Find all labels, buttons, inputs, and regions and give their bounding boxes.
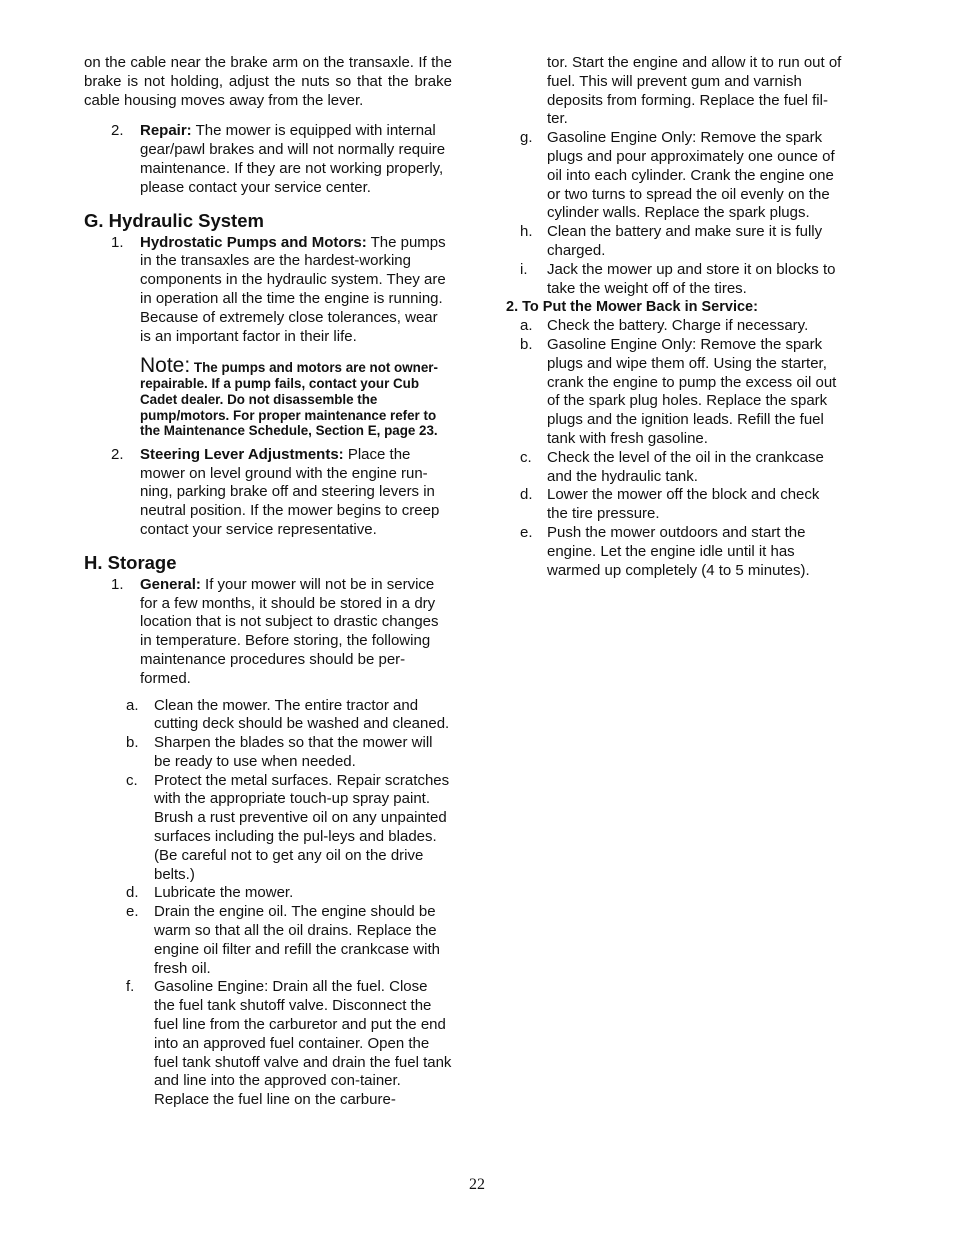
list-letter: g.	[520, 129, 533, 147]
list-letter: a.	[520, 317, 533, 335]
list-item-text: Lubricate the mower.	[154, 884, 294, 902]
list-letter: f.	[126, 978, 135, 996]
storage-general-term: General:	[140, 575, 201, 593]
list-item-text: Drain the engine oil. The engine should be warm so that all the oil drains. Replace the engine oil filter and refill the crankcase with fresh oil.	[154, 903, 440, 977]
list-item	[506, 317, 844, 336]
list-item-text: Push the mower outdoors and start the engine. Let the engine idle until it has warmed up completely (4 to 5 minutes).	[547, 523, 810, 579]
hydrostatic-pumps-term: Hydrostatic Pumps and Motors:	[140, 233, 367, 251]
list-item	[84, 772, 452, 885]
repair-description: The mower is equipped with internal gear/pawl brakes and will not normally require maintenance. If they are not working properly, please contact your service center.	[140, 122, 446, 196]
list-letter: h.	[520, 223, 533, 241]
repair-item	[84, 122, 452, 197]
list-number: 1.	[111, 233, 124, 251]
steering-lever-term: Steering Lever Adjustments:	[140, 445, 344, 463]
note-text	[140, 356, 452, 438]
hydrostatic-pumps-item	[84, 234, 452, 347]
list-item-text: Check the level of the oil in the crankcase and the hydraulic tank.	[547, 448, 824, 485]
list-item-text: Sharpen the blades so that the mower will be ready to use when needed.	[154, 734, 433, 770]
storage-general-item	[84, 576, 452, 689]
list-letter: d.	[126, 884, 139, 902]
list-item	[84, 734, 452, 772]
list-item-text: Gasoline Engine Only: Remove the spark plugs and wipe them off. Using the starter, crank the engine to pump the excess oil out of the spark plug holes. Replace the spark plugs and the ignition leads. Refill the fuel tank with fresh gasoline.	[547, 335, 837, 447]
back-in-service-heading: 2. To Put the Mower Back in Service:	[506, 299, 758, 316]
list-letter: b.	[520, 335, 533, 353]
list-letter: c.	[520, 448, 532, 466]
right-column	[506, 54, 844, 580]
list-letter: e.	[520, 523, 533, 541]
continued-step-text: tor. Start the engine and allow it to run out of fuel. This will prevent gum and varnish deposits from forming. Replace the fuel fil-ter.	[547, 54, 842, 128]
list-item	[84, 903, 452, 978]
list-letter: c.	[126, 771, 138, 789]
steering-lever-text	[140, 446, 452, 540]
list-letter: d.	[520, 486, 533, 504]
list-item	[506, 336, 844, 449]
storage-general-text	[140, 576, 452, 689]
list-letter: b.	[126, 734, 139, 752]
list-number: 2.	[111, 122, 124, 140]
brake-intro-paragraph: on the cable near the brake arm on the transaxle. If the brake is not holding, adjust the nuts so that the brake cable housing moves away from the lever.	[84, 54, 452, 109]
list-item-text: Check the battery. Charge if necessary.	[547, 317, 809, 335]
list-letter: i.	[520, 260, 528, 278]
note-block	[84, 356, 452, 438]
list-number: 1.	[111, 575, 124, 593]
note-label: Note:	[140, 354, 191, 378]
list-item-text: Protect the metal surfaces. Repair scratches with the appropriate touch-up spray paint. Brush a rust preventive oil on any unpainted surfaces including the pul-leys and blades. (Be careful not to get any oil on the drive belts.)	[154, 771, 450, 883]
note-body: The pumps and motors are not owner-repairable. If a pump fails, contact your Cub Cadet dealer. Do not disassemble the pump/motors. For proper maintenance refer to the Maintenance Schedule, Section E, page 23.	[140, 360, 438, 439]
hydrostatic-pumps-text	[140, 234, 452, 347]
list-item-text: Gasoline Engine Only: Remove the spark plugs and pour approximately one ounce of oil into each cylinder. Crank the engine one or two turns to spread the oil evenly on the cylinder walls. Replace the spark plugs.	[547, 129, 835, 222]
list-item	[506, 129, 844, 223]
list-letter: a.	[126, 696, 139, 714]
left-column	[84, 54, 452, 1110]
steering-lever-item	[84, 446, 452, 540]
list-item	[506, 524, 844, 580]
repair-term: Repair:	[140, 122, 192, 140]
list-item-text: Lower the mower off the block and check the tire pressure.	[547, 486, 820, 523]
hydraulic-system-heading: G. Hydraulic System	[84, 209, 264, 231]
list-item-text: Clean the mower. The entire tractor and cutting deck should be washed and cleaned.	[154, 696, 450, 733]
storage-steps-list	[84, 697, 452, 1111]
list-item	[84, 697, 452, 735]
list-item	[506, 223, 844, 261]
list-item	[84, 884, 452, 903]
steering-lever-description: Place the mower on level ground with the engine run-ning, parking brake off and steering levers in neutral position. If the mower begins to creep contact your service representative.	[140, 445, 440, 538]
repair-text	[140, 122, 452, 197]
list-number: 2.	[111, 445, 124, 463]
continued-step-f	[506, 54, 844, 129]
list-letter: e.	[126, 903, 139, 921]
list-item-text: Gasoline Engine: Drain all the fuel. Close the fuel tank shutoff valve. Disconnect the fuel line from the carburetor and put the end into an approved fuel container. Open the fuel tank shutoff valve and drain the fuel tank and line into the approved con-tainer. Replace the fuel line on the carbure-	[154, 978, 452, 1109]
list-item-text: Clean the battery and make sure it is fully charged.	[547, 223, 823, 259]
storage-heading: H. Storage	[84, 551, 177, 573]
list-item	[84, 978, 452, 1110]
list-item	[506, 486, 844, 524]
list-item-text: Jack the mower up and store it on blocks to take the weight off of the tires.	[547, 260, 836, 297]
list-item	[506, 449, 844, 487]
hydrostatic-pumps-description: The pumps in the transaxles are the hardest-working components in the hydraulic system. They are in operation all the time the engine is running. Because of extremely close tolerances, wear is an important factor in their life.	[140, 233, 446, 345]
page-number: 22	[469, 1176, 485, 1193]
storage-general-description: If your mower will not be in service for a few months, it should be stored in a dry location that is not subject to drastic changes in temperature. Before storing, the following maintenance procedures should be per-formed.	[140, 575, 439, 687]
list-item	[506, 261, 844, 299]
